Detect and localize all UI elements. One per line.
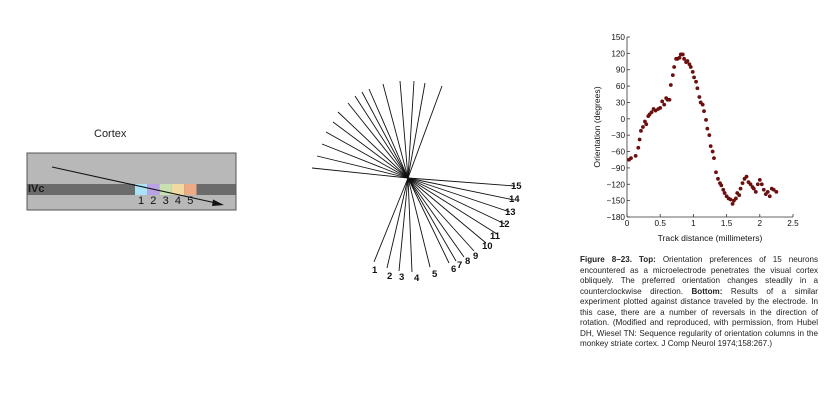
- y-tick-label: −30: [611, 131, 625, 141]
- neuron-label-15: 15: [511, 181, 522, 192]
- data-point: [739, 187, 743, 191]
- y-tick-label: −180: [606, 213, 625, 222]
- data-point: [729, 198, 733, 202]
- fan-line-upper: [348, 103, 408, 178]
- data-point: [758, 178, 762, 182]
- neuron-label-7: 7: [457, 260, 463, 271]
- column-label-4: 4: [174, 195, 182, 207]
- data-point: [754, 190, 758, 194]
- data-point: [695, 86, 699, 90]
- neuron-label-3: 3: [399, 272, 405, 283]
- y-tick-label: 60: [615, 82, 625, 92]
- data-point: [721, 188, 725, 192]
- data-point: [681, 53, 685, 57]
- cortex-panel: [26, 125, 238, 215]
- data-point: [678, 56, 682, 60]
- data-point: [768, 194, 772, 198]
- data-point: [689, 65, 693, 69]
- fan-line-12: [408, 178, 505, 224]
- neuron-label-9: 9: [473, 251, 479, 262]
- data-point: [682, 57, 686, 61]
- neuron-label-13: 13: [505, 207, 516, 218]
- x-tick-label: 0.5: [654, 219, 666, 228]
- data-point: [704, 118, 708, 122]
- data-point: [691, 70, 695, 74]
- data-point: [702, 109, 706, 113]
- data-point: [660, 99, 664, 103]
- data-point: [737, 193, 741, 197]
- data-point: [762, 188, 766, 192]
- data-point: [694, 80, 698, 84]
- data-point: [692, 75, 696, 79]
- data-point: [638, 138, 642, 142]
- y-tick-label: −150: [606, 196, 625, 206]
- neuron-label-6: 6: [451, 264, 457, 275]
- data-point: [731, 202, 735, 206]
- data-point: [634, 154, 638, 158]
- orientation-fan-diagram: [300, 70, 540, 290]
- layer-ivc-band: [28, 184, 236, 195]
- column-label-2: 2: [150, 195, 157, 207]
- neuron-label-14: 14: [509, 194, 520, 205]
- data-point: [644, 122, 648, 126]
- data-point: [766, 190, 770, 194]
- figure-number: Figure 8–23.: [580, 255, 632, 264]
- x-tick-label: 1.5: [720, 219, 733, 228]
- x-tick-label: 2: [757, 219, 763, 228]
- x-tick-label: 2.5: [787, 219, 799, 228]
- data-point: [712, 156, 716, 160]
- layer-ivc-label: IVc: [28, 183, 45, 195]
- caption-bottom-text: Results of a similar experiment plotted against distance traveled by the electrode. In this case, there are a number of reversals in the direction of rotation. (Modified and reproduced, with permission, from Hubel DH, Wiesel TN: Sequence regularity of orientation columns in the monkey striate cortex. J Comp Neurol 1974;158:267.): [580, 286, 818, 349]
- orientation-scatter-chart: [580, 25, 820, 250]
- neuron-label-2: 2: [387, 271, 393, 282]
- data-point: [697, 95, 701, 99]
- data-point: [707, 133, 711, 137]
- data-point: [741, 181, 745, 185]
- fan-line-upper: [333, 122, 408, 178]
- data-point: [775, 190, 779, 194]
- cortex-title: Cortex: [94, 128, 127, 140]
- caption-bottom-label: Bottom:: [691, 286, 723, 296]
- data-point: [629, 156, 633, 160]
- column-label-5: 5: [187, 195, 194, 207]
- neuron-label-4: 4: [414, 273, 420, 284]
- y-tick-label: −120: [606, 180, 625, 190]
- data-point: [639, 129, 643, 133]
- data-point: [752, 187, 756, 191]
- data-point: [668, 98, 672, 102]
- fan-line-upper: [355, 96, 408, 178]
- data-point: [711, 150, 715, 154]
- caption-top-label: Top:: [638, 255, 656, 264]
- neuron-label-10: 10: [482, 241, 493, 252]
- neuron-label-5: 5: [432, 269, 438, 280]
- orientation-column-5: [184, 184, 196, 195]
- fan-line-7: [408, 178, 456, 261]
- fan-line-upper: [317, 156, 408, 178]
- data-point: [658, 106, 662, 110]
- data-point: [734, 197, 738, 201]
- column-label-1: 1: [138, 195, 145, 207]
- y-tick-label: −60: [611, 147, 625, 157]
- data-point: [723, 191, 727, 195]
- data-point: [756, 182, 760, 186]
- neuron-label-11: 11: [490, 231, 501, 242]
- y-tick-label: 120: [611, 49, 625, 59]
- neuron-label-1: 1: [372, 265, 378, 276]
- data-point: [705, 127, 709, 131]
- data-point: [714, 170, 718, 174]
- data-point: [716, 177, 720, 181]
- neuron-label-8: 8: [465, 256, 471, 267]
- x-tick-label: 0: [624, 219, 630, 228]
- x-axis-label: Track distance (millimeters): [657, 233, 763, 243]
- fan-line-14: [408, 178, 514, 200]
- data-point: [701, 103, 705, 107]
- column-labels: [26, 195, 238, 209]
- data-point: [669, 83, 673, 87]
- data-point: [671, 73, 675, 77]
- data-point: [650, 110, 654, 114]
- caption-top-text: Orientation preferences of 15 neurons encountered as a microelectrode penetrates the visual cortex obliquely. The preferred orientation changes steadily in a counterclockwise direction.: [580, 255, 818, 296]
- data-point: [662, 103, 666, 107]
- data-point: [760, 182, 764, 186]
- y-tick-label: 90: [615, 65, 625, 75]
- data-point: [641, 125, 645, 129]
- column-label-3: 3: [162, 195, 169, 207]
- fan-line-15: [408, 178, 515, 186]
- y-tick-label: 0: [620, 114, 625, 124]
- neuron-label-12: 12: [499, 219, 510, 230]
- data-point: [709, 144, 713, 148]
- fan-line-3: [399, 178, 408, 271]
- data-point: [745, 175, 749, 179]
- y-tick-label: −90: [611, 163, 625, 173]
- data-point: [719, 183, 723, 187]
- y-axis-label: Orientation (degrees): [592, 86, 602, 168]
- data-point: [672, 65, 676, 69]
- data-point: [636, 146, 640, 150]
- data-point: [686, 59, 690, 63]
- y-tick-label: 150: [611, 33, 625, 42]
- figure-caption: [580, 255, 818, 350]
- y-tick-label: 30: [615, 98, 625, 108]
- x-tick-label: 1: [691, 219, 696, 228]
